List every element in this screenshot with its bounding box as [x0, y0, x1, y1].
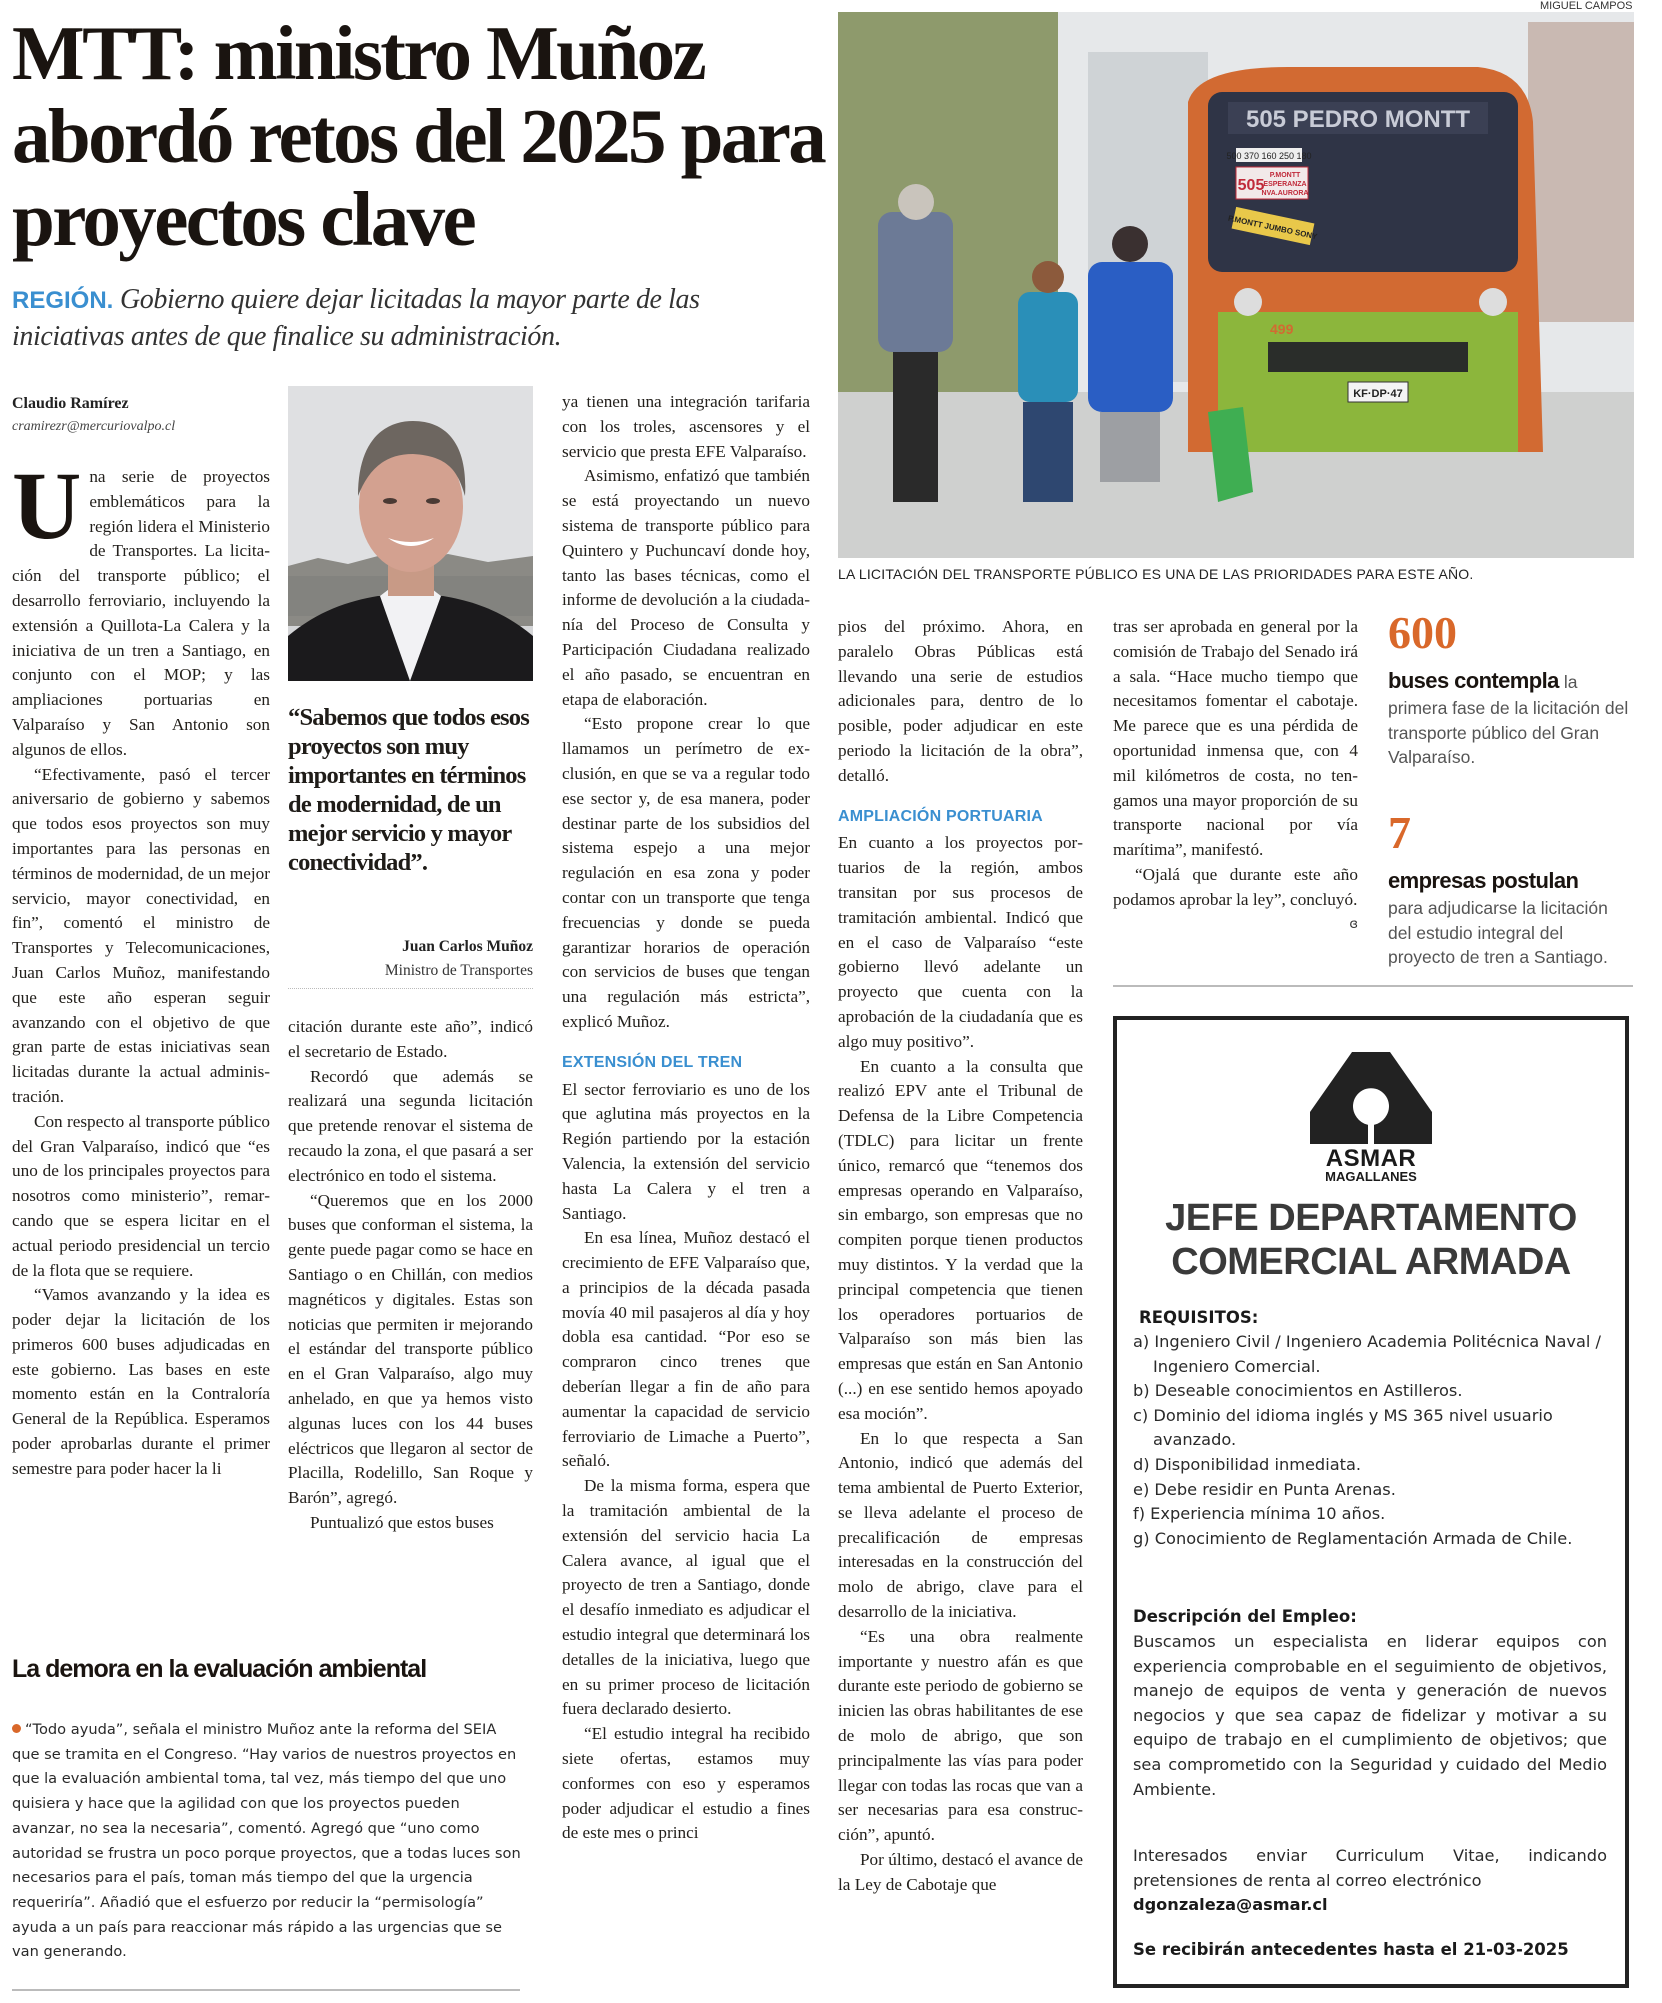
- bus-route-line-1: P.MONTT: [1269, 172, 1301, 179]
- paragraph: En cuanto a la consulta que realizó EPV ante el Tribunal de Defensa de la Libre Competencia (TDLC) para licitar un frente único, remarcó que “tenemos dos empresas operando en Valparaíso, sin embargo, son empresas que no compiten porque tienen productos muy distintos. Y la verdad que la principal competencia que tienen los operadores portuarios de Valparaíso son más bien las empresas que están en San Antonio (...) en ese sentido hemos apoyado esa moción”.: [838, 1056, 1083, 1423]
- bus-route-number: 505: [1237, 177, 1265, 194]
- article-column-1: [12, 452, 270, 1482]
- paragraph: El sector ferroviario es uno de los que aglutina más proyectos en la Región partiendo por la estación Valencia, la extensión del servicio hasta La Calera y el tren a Santiago.: [562, 1079, 810, 1223]
- paragraph: “Queremos que en los 2000 buses que conforman el sistema, la gente puede pagar como se hace en Santiago o en Chillán, con medios magnéticos y digitales. Estas son noticias que permiten ir mejorando el estándar del transporte público en el Gran Valparaíso, algo muy anhelado, en que ya hemos visto algunas luces con los 44 buses eléctricos que llegaron al sector de Placilla, Rodelillo, San Roque y Barón”, agregó.: [288, 1190, 533, 1508]
- divider: [288, 988, 533, 989]
- pull-quote: “Sabemos que todos esos proyectos son muy importantes en términos de modernidad, de un mejor servicio y mayor conectividad”.: [288, 704, 529, 876]
- sidebar-box-text: “Todo ayuda”, señala el ministro Muñoz ante la reforma del SEIA que se tramita en el Congreso. “Hay varios de nuestros proyectos en que la evaluación ambiental toma, tal vez, más tiempo del que uno quisiera y hace que la agilidad con que los proyectos pueden avanzar, no sea la necesaria”, comentó. Agregó que “uno como autoridad se frustra un poco porque proyectos, que a todas luces son necesarios para el país, toman más tiempo del que la urgencia requeriría”. Añadió que el esfuerzo por reducir la “permisología” ayuda a un país para reaccionar más rápido a las urgencias que se van generando.: [12, 1721, 521, 1961]
- pull-quote-role: Ministro de Transportes: [384, 962, 533, 979]
- dek-text: Gobierno quiere dejar licitadas la mayor parte de las iniciativas antes de que finalice su administración.: [12, 284, 700, 352]
- paragraph: “Vamos avanzando y la idea es poder dejar la licitación de los primeros 600 buses adjudicadas en este gobierno. Las bases en este momento están en la Contraloría General de la República. Esperamos poder aprobarlas durante el primer semestre para poder hacer la li: [12, 1285, 270, 1478]
- paragraph: En esa línea, Muñoz destacó el crecimiento de EFE Valparaíso que, a principios de la década pasada movía 40 mil pasajeros al día y hoy dobla esa cantidad. “Por eso se compraron cinco trenes que deberían llegar a fin de año para aumentar la capacidad de servicio ferroviario de Limache a Puerto”, señaló.: [562, 1228, 810, 1471]
- description-heading: Descripción del Empleo:: [1133, 1607, 1357, 1626]
- article-column-5: [1113, 615, 1358, 937]
- pull-quote-name: Juan Carlos Muñoz: [402, 938, 533, 955]
- portrait-photo: [288, 386, 533, 681]
- stat-description: primera fase de la licitación del transporte público del Gran Valparaíso.: [1388, 698, 1629, 767]
- divider: [1113, 985, 1633, 987]
- requirements-heading: REQUISITOS:: [1139, 1308, 1259, 1327]
- stat-lead: empresas postulan: [1388, 868, 1579, 893]
- section-label: REGIÓN.: [12, 287, 114, 314]
- paragraph: En lo que respecta a San Antonio, indicó que además del tema ambiental de Puerto Exterior, se lleva adelante el proceso de precalificación de empresas interesadas en la construcción del molo de abrigo, clave para el desarrollo de la iniciativa.: [838, 1428, 1083, 1622]
- asmar-logo-icon: [1117, 1052, 1625, 1148]
- paragraph: Recordó que además se realizará una segunda licitación que pretende renovar el sistema de recaudo la zona, el que pasará a ser electrónico en todo el sistema.: [288, 1066, 533, 1185]
- paragraph: “Efectivamente, pasó el tercer aniversario de gobierno y sabemos que todos esos proyectos son muy importantes para las personas en términos de modernidad, de un mejor servicio, mayor conectividad, en fin”, comentó el ministro de Transportes y Telecomunicaciones, Juan Carlos Muñoz, manifestando que este año esperan seguir avanzando con el objetivo de que gran parte de estas iniciativas sean licitadas durante la actual administración.: [12, 764, 270, 1106]
- dek: [12, 282, 812, 355]
- ad-brand: ASMAR MAGALLANES: [1117, 1148, 1625, 1184]
- paragraph: “Es una obra realmente importante y nuestro afán es que durante este periodo de gobierno se inicien las obras habilitantes de ese de molo de abrigo, que son principalmente las vías para poder llegar con todas las rocas que van a ser necesarias para esa construcción”, apuntó.: [838, 1626, 1083, 1845]
- contact-email[interactable]: dgonzaleza@asmar.cl: [1133, 1895, 1328, 1915]
- description-text: Buscamos un especialista en liderar equipos con experiencia comprobable en el seguimiento de objetivos, manejo de equipos de venta y generación de nuevos negocios y que sea capaz de fidelizar y motivar a su equipo de trabajo en el cumplimiento de objetivos; que sea comprometido con la Seguridad y cuidado del Medio Ambiente.: [1133, 1632, 1607, 1799]
- requirement-item: b) Deseable conocimientos en Astilleros.: [1133, 1381, 1463, 1401]
- paragraph: “Ojalá que durante este año podamos aprobar la ley”, concluyó. ɞ: [1113, 863, 1358, 913]
- requirement-item: c) Dominio del idioma inglés y MS 365 nivel usuario avanzado.: [1133, 1405, 1553, 1450]
- requirement-item: a) Ingeniero Civil / Ingeniero Academia Politécnica Naval / Ingeniero Comercial.: [1133, 1332, 1601, 1376]
- byline-author: Claudio Ramírez: [12, 395, 129, 412]
- bus-route-line-2: ESPERANZA: [1263, 181, 1307, 188]
- requirement-item: g) Conocimiento de Reglamentación Armada de Chile.: [1133, 1528, 1573, 1548]
- ad-title: JEFE DEPARTAMENTO COMERCIAL ARMADA: [1165, 1197, 1577, 1283]
- end-mark-icon: ɞ: [1349, 916, 1358, 932]
- deadline: Se recibirán antecedentes hasta el 21-03-2025: [1133, 1940, 1569, 1959]
- job-advertisement: [1113, 1016, 1629, 1988]
- paragraph: Una serie de proyectos emblemáticos para la región lidera el Ministerio de Transportes. La licitación del transporte público; el desarrollo ferroviario, incluyendo la extensión a Quillota-La Calera y la iniciativa de un tren a Santiago, en conjunto con el MOP; y las ampliaciones portuarias en Valparaíso y San Antonio son algunos de ellos.: [12, 452, 270, 759]
- ad-brand-sub: MAGALLANES: [1325, 1169, 1417, 1184]
- portrait-image: [288, 386, 533, 681]
- photo-credit: MIGUEL CAMPOS: [1540, 0, 1633, 12]
- subhead-tren: EXTENSIÓN DEL TREN: [562, 1053, 743, 1071]
- paragraph: tras ser aprobada en general por la comisión de Trabajo del Senado irá a sala. “Hace mucho tiempo que necesitamos fomentar el cabotaje. Me parece que es una pérdida de oportunidad inmensa que, con 4 mil kilómetros de costa, no tengamos una mayor proporción de su transporte nacional por vía marítima”, manifestó.: [1113, 617, 1358, 860]
- divider: [12, 1989, 520, 1991]
- headline: MTT: ministro Muñoz abordó retos del 2025 para proyectos clave: [12, 10, 825, 262]
- bullet-dot-icon: [12, 1724, 21, 1733]
- article-column-4: [838, 615, 1083, 1898]
- paragraph: Asimismo, enfatizó que también se está proyectando un nuevo sistema de transporte público para Quintero y Puchuncaví donde hoy, tanto las bases técnicas, como el informe de devolución a la ciudadanía del Proceso de Consulta y Participación Ciudadana realizado el año pasado, se encuentran en etapa de elaboración.: [562, 466, 810, 709]
- bus-image: [838, 12, 1634, 558]
- bus-route-line-3: NVA.AURORA: [1261, 190, 1309, 197]
- paragraph: “Esto propone crear lo que llamamos un perímetro de exclusión, en que se va a regular todo ese sector y, de esa manera, poder destinar parte de los subsidios del sistema espejo a una mejor regulación en esa zona y poder contar con un transporte que tenga frecuencias y donde se pueda garantizar horarios de operación con servicios de buses que tengan una regulación más estricta”, explicó Muñoz.: [562, 714, 810, 1031]
- byline-email[interactable]: cramirezr@mercuriovalpo.cl: [12, 419, 176, 434]
- photo-caption: LA LICITACIÓN DEL TRANSPORTE PÚBLICO ES UNA DE LAS PRIORIDADES PARA ESTE AÑO.: [838, 566, 1474, 582]
- paragraph: Por último, destacó el avance de la Ley de Cabotaje que: [838, 1850, 1083, 1894]
- contact-text: Interesados enviar Curriculum Vitae, indicando pretensiones de renta al correo electrónico dgonzaleza@asmar.cl: [1133, 1846, 1607, 1915]
- paragraph: Con respecto al transporte público del Gran Valparaíso, indicó que “es uno de los principales proyectos para nosotros como ministerio”, remarcando que se espera licitar en el actual periodo presidencial un tercio de la flota que se requiere.: [12, 1111, 270, 1280]
- article-column-3: [562, 390, 810, 1846]
- stat-number: 600: [1388, 607, 1457, 658]
- requirement-item: e) Debe residir en Punta Arenas.: [1133, 1479, 1396, 1499]
- stat-lead-tail: la: [1563, 672, 1578, 692]
- stat-lead: buses contempla: [1388, 668, 1559, 693]
- stat-number: 7: [1388, 807, 1411, 858]
- subhead-puerto: AMPLIACIÓN PORTUARIA: [838, 807, 1043, 825]
- bus-fleet-number: 499: [1270, 321, 1294, 337]
- sidebar-box-title: La demora en la evaluación ambiental: [12, 1655, 427, 1683]
- paragraph: “El estudio integral ha recibido siete ofertas, estamos muy conformes con eso y esperamos poder adjudicar el estudio a fines de este mes o princi: [562, 1724, 810, 1843]
- bus-destination-display: 505 PEDRO MONTT: [1245, 106, 1471, 133]
- bus-sticker: P.MONTT JUMBO SONY: [1227, 213, 1319, 242]
- stat-block-600: [1388, 607, 1633, 770]
- article-column-2: [288, 1015, 533, 1536]
- requirements-list: [1133, 1330, 1613, 1551]
- paragraph: citación durante este año”, indicó el secretario de Estado.: [288, 1017, 533, 1061]
- bus-fare-sign: 500 370 160 250 180: [1226, 151, 1312, 161]
- stat-block-7: [1388, 807, 1633, 970]
- paragraph: ya tienen una integración tarifaria con los troles, ascensores y el servicio que presta EFE Valparaíso.: [562, 392, 810, 461]
- requirement-item: d) Disponibilidad inmediata.: [1133, 1454, 1362, 1474]
- paragraph: Puntualizó que estos buses: [310, 1512, 494, 1532]
- paragraph: pios del próximo. Ahora, en paralelo Obras Públicas está llevando una serie de estudios adicionales para, dentro de lo posible, poder adjudicar en este periodo la licitación de la obra”, detalló.: [838, 617, 1083, 785]
- paragraph: De la misma forma, espera que la tramitación ambiental de la extensión del servicio hacia La Calera avance, al igual que el proyecto de tren a Santiago, donde el desafío inmediato es adjudicar el estudio integral que determinará los detalles de la iniciativa, luego que en su primer proceso de licitación fuera declarado desierto.: [562, 1476, 810, 1719]
- stat-description: para adjudicarse la licitación del estudio integral del proyecto de tren a Santiago.: [1388, 898, 1608, 967]
- paragraph: En cuanto a los proyectos portuarios de la región, ambos transitan por sus procesos de tramitación ambiental. Indicó que en el caso de Valparaíso “este gobierno llevó adelante un proyecto que cuenta con la aprobación de la ciudadanía que es algo muy positivo”.: [838, 833, 1083, 1051]
- bus-plate: KF·DP·47: [1353, 388, 1403, 400]
- bus-photo: [838, 12, 1634, 558]
- drop-cap: U: [12, 452, 82, 559]
- requirement-item: f) Experiencia mínima 10 años.: [1133, 1504, 1386, 1524]
